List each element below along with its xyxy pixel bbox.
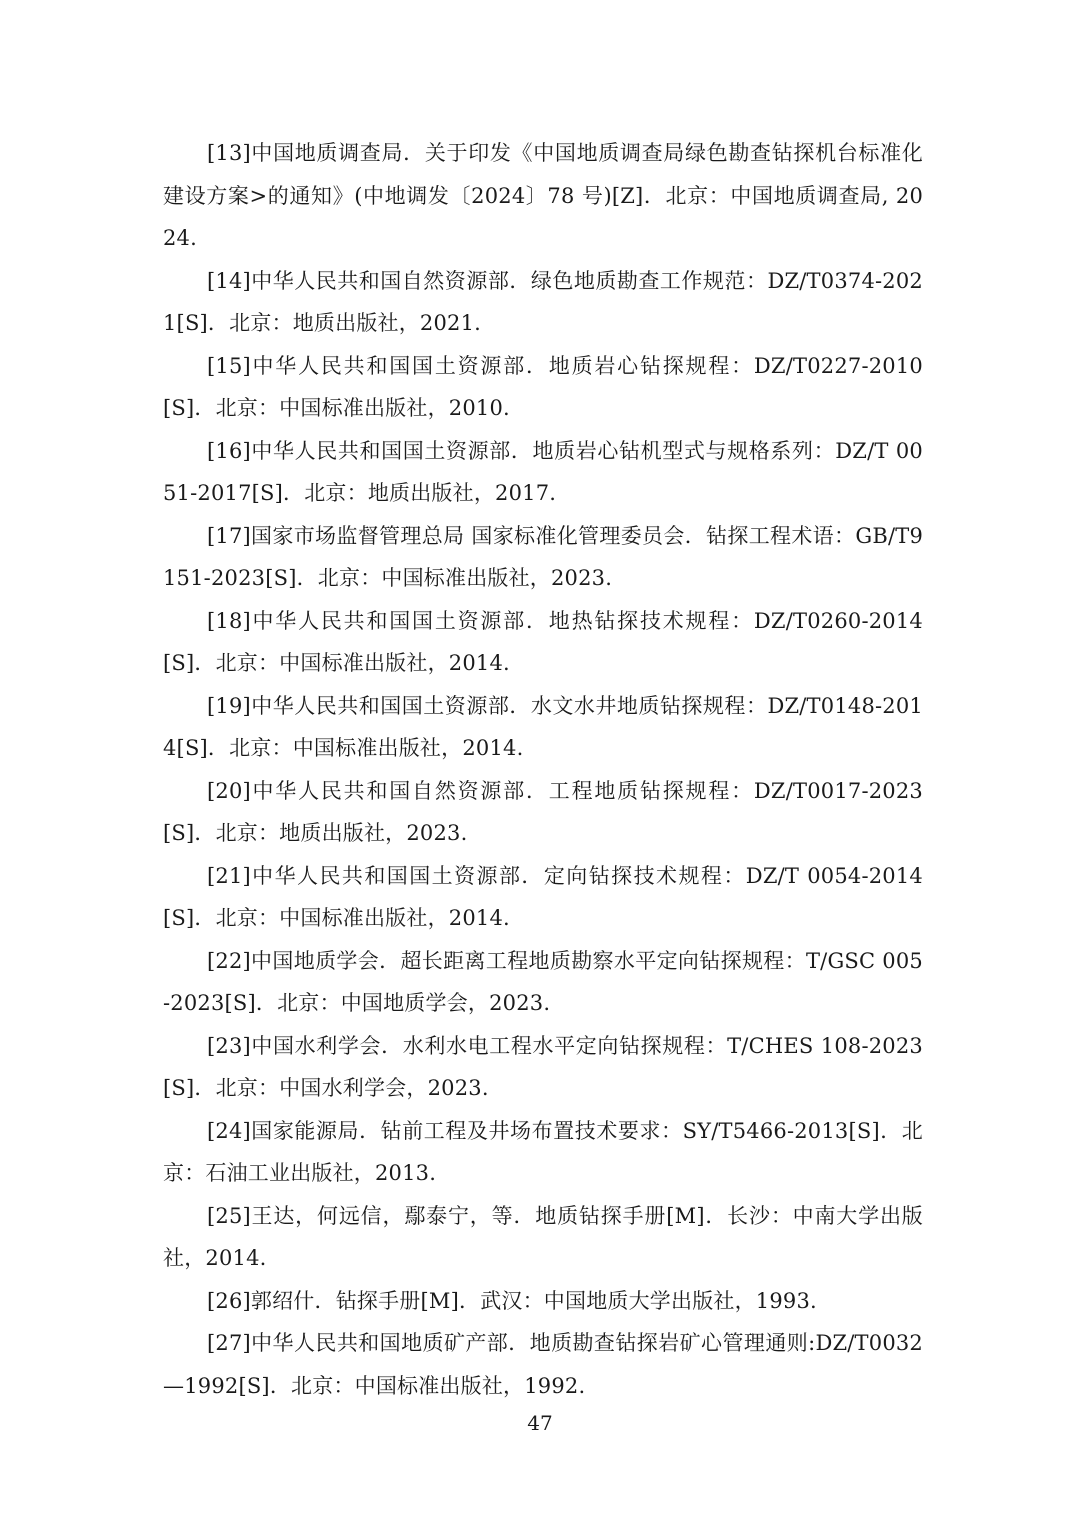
reference-21: [21]中华人民共和国国土资源部．定向钻探技术规程：DZ/T 0054-2014[S]．北京：中国标准出版社，2014. [163, 863, 923, 930]
reference-16: [16]中华人民共和国国土资源部．地质岩心钻机型式与规格系列：DZ/T 0051-2017[S]．北京：地质出版社，2017. [163, 438, 923, 505]
reference-24: [24]国家能源局．钻前工程及井场布置技术要求：SY/T5466-2013[S]．北京：石油工业出版社，2013. [163, 1118, 923, 1185]
reference-20: [20]中华人民共和国自然资源部．工程地质钻探规程：DZ/T0017-2023[S]．北京：地质出版社，2023. [163, 778, 923, 845]
reference-19: [19]中华人民共和国国土资源部．水文水井地质钻探规程：DZ/T0148-2014[S]．北京：中国标准出版社，2014. [163, 693, 923, 760]
reference-13: [13]中国地质调查局．关于印发《中国地质调查局绿色勘查钻探机台标准化建设方案>的通知》(中地调发〔2024〕78 号)[Z]．北京：中国地质调查局, 2024. [163, 141, 923, 250]
reference-15: [15]中华人民共和国国土资源部．地质岩心钻探规程：DZ/T0227-2010[S]．北京：中国标准出版社，2010. [163, 353, 923, 420]
reference-23: [23]中国水利学会．水利水电工程水平定向钻探规程：T/CHES 108-2023[S]．北京：中国水利学会，2023. [163, 1033, 923, 1100]
page-number: 47 [527, 1411, 553, 1435]
reference-17: [17]国家市场监督管理总局 国家标准化管理委员会．钻探工程术语：GB/T9151-2023[S]．北京：中国标准出版社，2023. [163, 523, 923, 590]
reference-18: [18]中华人民共和国国土资源部．地热钻探技术规程：DZ/T0260-2014[S]．北京：中国标准出版社，2014. [163, 608, 923, 675]
reference-22: [22]中国地质学会．超长距离工程地质勘察水平定向钻探规程：T/GSC 005-2023[S]．北京：中国地质学会，2023. [163, 948, 923, 1015]
reference-27: [27]中华人民共和国地质矿产部．地质勘查钻探岩矿心管理通则:DZ/T0032—1992[S]．北京：中国标准出版社，1992. [163, 1331, 923, 1398]
reference-25: [25]王达，何远信，鄢泰宁，等．地质钻探手册[M]．长沙：中南大学出版社，2014. [163, 1203, 923, 1270]
reference-14: [14]中华人民共和国自然资源部．绿色地质勘查工作规范：DZ/T0374-2021[S]．北京：地质出版社，2021. [163, 268, 923, 335]
reference-26: [26]郭绍什．钻探手册[M]．武汉：中国地质大学出版社，1993. [207, 1288, 817, 1313]
reference-list [163, 132, 923, 1407]
